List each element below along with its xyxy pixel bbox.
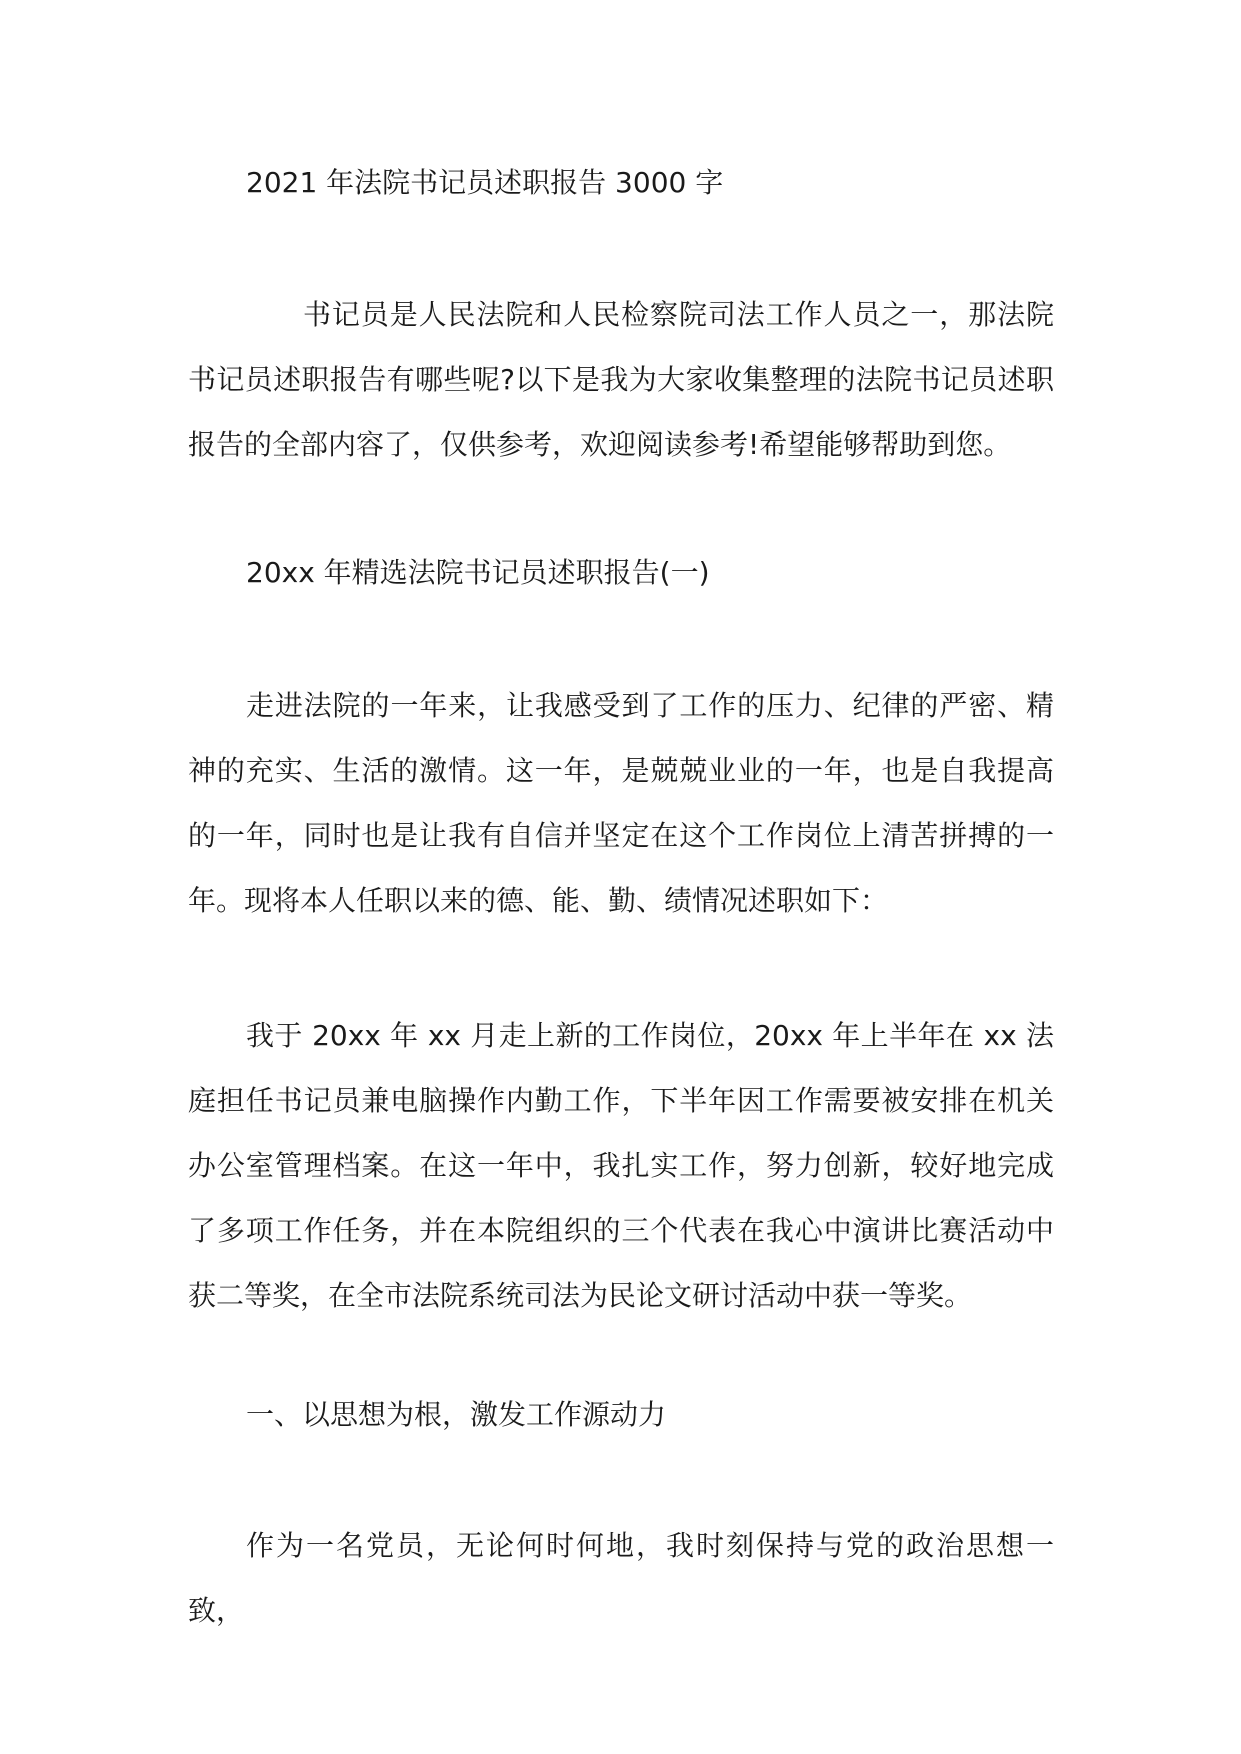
body-paragraph-1: 走进法院的一年来，让我感受到了工作的压力、纪律的严密、精神的充实、生活的激情。这一年，是兢兢业业的一年，也是自我提高的一年，同时也是让我有自信并坚定在这个工作岗位上清苦拼搏的一年。现将本人任职以来的德、能、勤、绩情况述职如下： (188, 689, 1054, 917)
body-paragraph-3: 作为一名党员，无论何时何地，我时刻保持与党的政治思想一致， (188, 1529, 1054, 1627)
subheading-1: 一、以思想为根，激发工作源动力 (246, 1398, 667, 1431)
intro-paragraph: 书记员是人民法院和人民检察院司法工作人员之一，那法院书记员述职报告有哪些呢?以下是我为大家收集整理的法院书记员述职报告的全部内容了，仅供参考，欢迎阅读参考!希望能够帮助到您。 (188, 298, 1054, 461)
document-title: 2021 年法院书记员述职报告 3000 字 (246, 166, 724, 199)
section-heading: 20xx 年精选法院书记员述职报告(一) (246, 556, 710, 589)
body-paragraph-2: 我于 20xx 年 xx 月走上新的工作岗位，20xx 年上半年在 xx 法庭担任书记员兼电脑操作内勤工作，下半年因工作需要被安排在机关办公室管理档案。在这一年中，我扎实工作，努力创新，较好地完成了多项工作任务，并在本院组织的三个代表在我心中演讲比赛活动中获二等奖，在全市法院系统司法为民论文研讨活动中获一等奖。 (188, 1019, 1054, 1312)
